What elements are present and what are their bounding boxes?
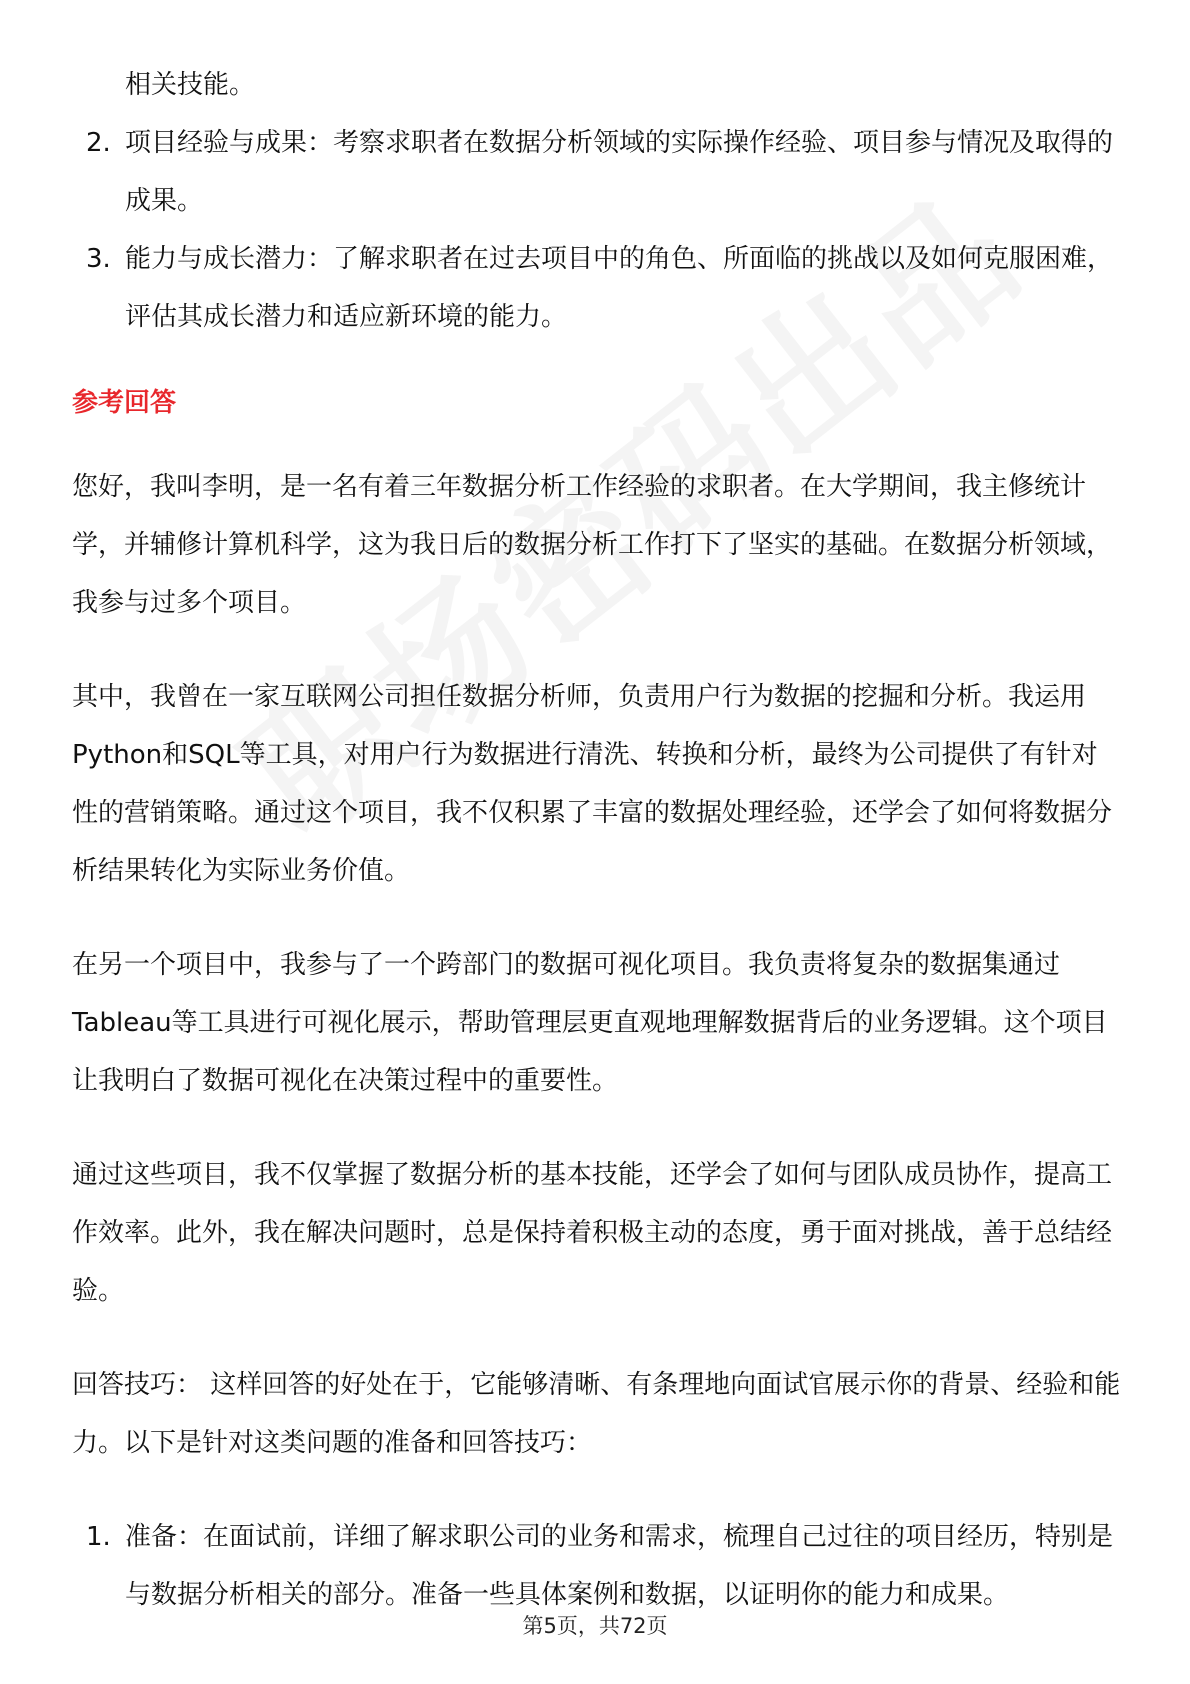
paragraph: 其中，我曾在一家互联网公司担任数据分析师，负责用户行为数据的挖掘和分析。我运用Python和SQL等工具，对用户行为数据进行清洗、转换和分析，最终为公司提供了有针对性的营销策略。通过这个项目，我不仅积累了丰富的数据处理经验，还学会了如何将数据分析结果转化为实际业务价值。 <box>72 682 1113 886</box>
tips-list <box>72 1508 1122 1624</box>
focus-points-list <box>72 114 1122 346</box>
paragraph: 您好，我叫李明，是一名有着三年数据分析工作经验的求职者。在大学期间，我主修统计学，并辅修计算机科学，这为我日后的数据分析工作打下了坚实的基础。在数据分析领域，我参与过多个项目。 <box>72 472 1113 618</box>
list-item-continuation: 相关技能。 <box>125 70 256 100</box>
page-footer: 第5页，共72页 <box>522 1614 668 1638</box>
paragraph: 在另一个项目中，我参与了一个跨部门的数据可视化项目。我负责将复杂的数据集通过Tableau等工具进行可视化展示，帮助管理层更直观地理解数据背后的业务逻辑。这个项目让我明白了数据可视化在决策过程中的重要性。 <box>72 950 1108 1096</box>
paragraph: 通过这些项目，我不仅掌握了数据分析的基本技能，还学会了如何与团队成员协作，提高工作效率。此外，我在解决问题时，总是保持着积极主动的态度，勇于面对挑战，善于总结经验。 <box>72 1160 1113 1306</box>
list-item <box>72 230 1122 346</box>
list-item <box>72 114 1122 230</box>
document-page <box>72 56 1122 1624</box>
list-number: 2. <box>86 128 111 158</box>
list-number: 1. <box>86 1522 111 1552</box>
list-number: 3. <box>86 244 111 274</box>
list-item-text: 准备：在面试前，详细了解求职公司的业务和需求，梳理自己过往的项目经历，特别是与数据分析相关的部分。准备一些具体案例和数据，以证明你的能力和成果。 <box>125 1522 1114 1610</box>
list-item <box>72 1508 1122 1624</box>
paragraph: 回答技巧： 这样回答的好处在于，它能够清晰、有条理地向面试官展示你的背景、经验和能力。以下是针对这类问题的准备和回答技巧： <box>72 1370 1121 1458</box>
list-item-text: 项目经验与成果：考察求职者在数据分析领域的实际操作经验、项目参与情况及取得的成果。 <box>125 128 1114 216</box>
section-heading: 参考回答 <box>72 388 177 418</box>
list-item-text: 能力与成长潜力：了解求职者在过去项目中的角色、所面临的挑战以及如何克服困难，评估其成长潜力和适应新环境的能力。 <box>125 244 1114 332</box>
